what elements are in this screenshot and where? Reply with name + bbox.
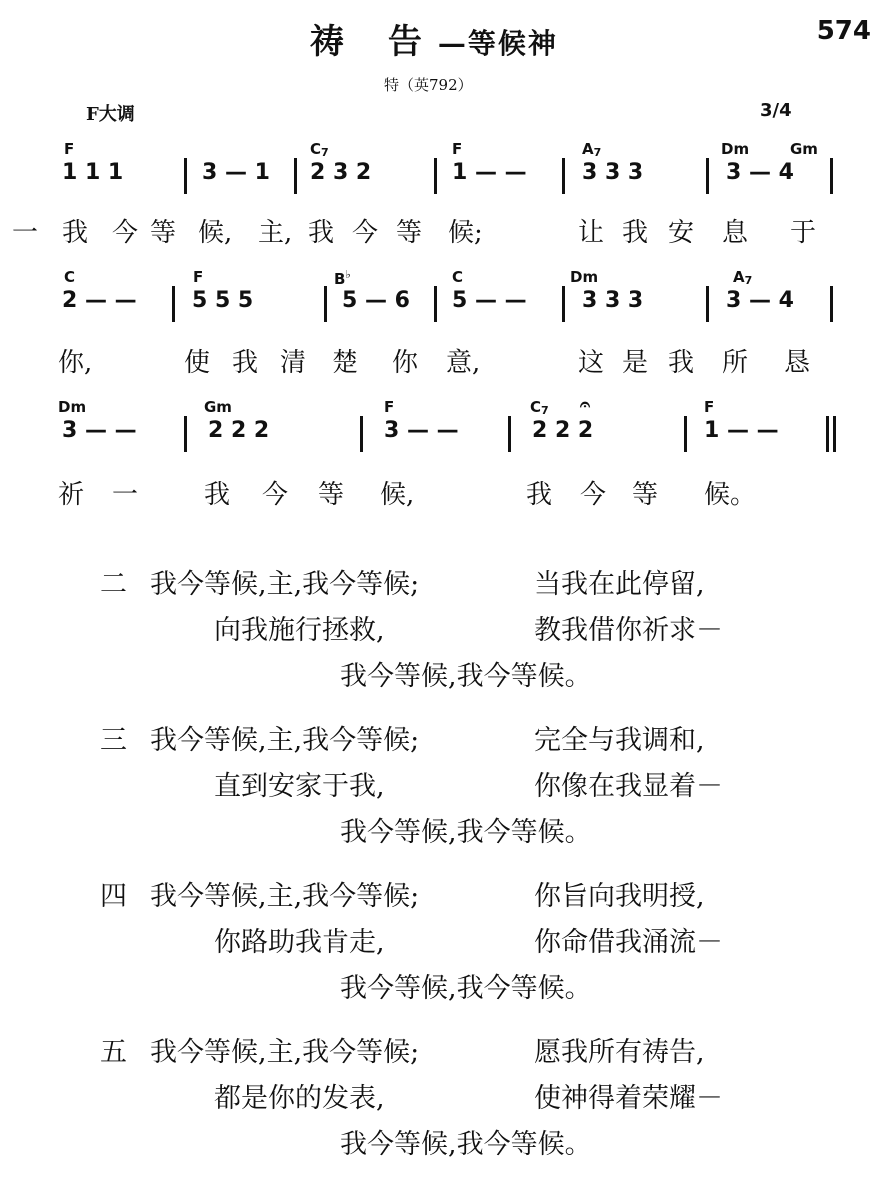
lyric-syllable: 使	[184, 348, 211, 378]
verse-line: 愿我所有祷告,	[534, 1037, 705, 1068]
verse-line: 完全与我调和,	[534, 725, 705, 756]
lyric-syllable: 息	[722, 218, 749, 248]
lyric-syllable: 是	[622, 348, 649, 378]
tune-source: 特（英792）	[384, 76, 473, 94]
bar-line	[508, 416, 511, 452]
lyric-syllable: 我	[308, 218, 335, 248]
measure-notes: 2 2 2	[208, 418, 270, 443]
bar-line	[184, 416, 187, 452]
verse-line: 使神得着荣耀－	[534, 1083, 723, 1114]
hymn-title	[310, 14, 558, 63]
chord-label: F	[452, 140, 463, 158]
lyric-syllable: 我	[622, 218, 649, 248]
lyric-syllable: 楚	[332, 348, 359, 378]
bar-line	[706, 286, 709, 322]
lyric-syllable: 候。	[704, 480, 757, 510]
bar-line	[830, 286, 833, 322]
chord-label: F	[64, 140, 75, 158]
verse-line: 我今等候,我今等候。	[340, 973, 592, 1004]
lyric-syllable: 意,	[446, 348, 481, 378]
lyric-syllable: 祈	[58, 480, 85, 510]
lyric-syllable: 一	[12, 218, 39, 248]
chord-label: C	[64, 268, 76, 286]
measure-notes: 3 — —	[62, 418, 137, 443]
measure-notes: 3 — 1	[202, 160, 270, 185]
verse-line: 你像在我显着－	[534, 771, 723, 802]
verse-line: 我今等候,主,我今等候;	[150, 569, 420, 600]
lyric-syllable: 所	[722, 348, 749, 378]
chord-label: $A_7$	[582, 140, 602, 159]
bar-line	[434, 158, 437, 194]
bar-line	[172, 286, 175, 322]
lyric-syllable: 清	[280, 348, 307, 378]
chord-label: F	[193, 268, 204, 286]
measure-notes: 3 — 4	[726, 160, 794, 185]
measure-notes: 2 — —	[62, 288, 137, 313]
verse-line: 我今等候,主,我今等候;	[150, 881, 420, 912]
bar-line	[562, 158, 565, 194]
verse-line: 我今等候,主,我今等候;	[150, 725, 420, 756]
lyric-syllable: 我	[526, 480, 553, 510]
time-signature: 3/4	[760, 100, 792, 121]
lyric-syllable: 你,	[58, 348, 93, 378]
verse-number: 四	[100, 881, 127, 912]
verse-line: 教我借你祈求－	[534, 615, 723, 646]
verse-line: 我今等候,我今等候。	[340, 817, 592, 848]
lyric-syllable: 一	[112, 480, 139, 510]
measure-notes: 5 5 5	[192, 288, 254, 313]
bar-line	[562, 286, 565, 322]
lyric-syllable: 于	[790, 218, 817, 248]
verse-line: 你旨向我明授,	[534, 881, 705, 912]
verse-number: 五	[100, 1037, 127, 1068]
verse-line: 我今等候,我今等候。	[340, 661, 592, 692]
chord-label: $A_7$	[733, 268, 753, 287]
page-number: 574	[816, 16, 871, 46]
measure-notes: 1 1 1	[62, 160, 124, 185]
chord-label: F	[704, 398, 715, 416]
lyric-syllable: 今	[580, 480, 607, 510]
verse-line: 我今等候,主,我今等候;	[150, 1037, 420, 1068]
lyric-syllable: 候,	[380, 480, 415, 510]
bar-line	[684, 416, 687, 452]
chord-label: $C_7$	[530, 398, 549, 417]
lyric-syllable: 恳	[784, 348, 811, 378]
lyric-syllable: 我	[62, 218, 89, 248]
chord-label: Dm	[58, 398, 87, 416]
fermata-icon: 𝄐	[580, 394, 591, 415]
chord-label: Dm	[721, 140, 750, 158]
measure-notes: 1 — —	[704, 418, 779, 443]
chord-label: $C_7$	[310, 140, 329, 159]
bar-line	[434, 286, 437, 322]
measure-notes: 5 — —	[452, 288, 527, 313]
verse-number: 三	[100, 725, 127, 756]
lyric-syllable: 我	[668, 348, 695, 378]
lyric-syllable: 等	[396, 218, 423, 248]
title-subtitle: —等候神	[437, 27, 558, 60]
lyric-syllable: 等	[318, 480, 345, 510]
verse-line: 我今等候,我今等候。	[340, 1129, 592, 1160]
chord-label: B♭	[334, 268, 351, 288]
bar-line	[360, 416, 363, 452]
measure-notes: 3 — —	[384, 418, 459, 443]
bar-line	[706, 158, 709, 194]
lyric-syllable: 今	[112, 218, 139, 248]
chord-label: Gm	[204, 398, 232, 416]
verse-line: 当我在此停留,	[534, 569, 705, 600]
verse-line: 直到安家于我,	[214, 771, 385, 802]
bar-line	[324, 286, 327, 322]
lyric-syllable: 你	[392, 348, 419, 378]
verse-line: 你路助我肯走,	[214, 927, 385, 958]
verse-line: 向我施行拯救,	[214, 615, 385, 646]
lyric-syllable: 等	[150, 218, 177, 248]
measure-notes: 1 — —	[452, 160, 527, 185]
chord-label: Dm	[570, 268, 599, 286]
title-main: 祷 告	[310, 22, 438, 62]
lyric-syllable: 等	[632, 480, 659, 510]
lyric-syllable: 让	[578, 218, 605, 248]
chord-label: F	[384, 398, 395, 416]
lyric-syllable: 安	[668, 218, 695, 248]
lyric-syllable: 今	[262, 480, 289, 510]
measure-notes: 2 3 2	[310, 160, 372, 185]
lyric-syllable: 主,	[258, 218, 293, 248]
verse-number: 二	[100, 569, 127, 600]
measure-notes: 3 — 4	[726, 288, 794, 313]
lyric-syllable: 候,	[198, 218, 233, 248]
measure-notes: 3 3 3	[582, 288, 644, 313]
lyric-syllable: 今	[352, 218, 379, 248]
lyric-syllable: 这	[578, 348, 605, 378]
bar-line	[184, 158, 187, 194]
measure-notes: 2 2 2	[532, 418, 594, 443]
chord-label: C	[452, 268, 464, 286]
verse-line: 你命借我涌流－	[534, 927, 723, 958]
key-signature: F大调	[86, 104, 135, 125]
final-bar-line	[826, 416, 836, 452]
bar-line	[830, 158, 833, 194]
verse-line: 都是你的发表,	[214, 1083, 385, 1114]
lyric-syllable: 我	[232, 348, 259, 378]
measure-notes: 5 — 6	[342, 288, 410, 313]
lyric-syllable: 我	[204, 480, 231, 510]
measure-notes: 3 3 3	[582, 160, 644, 185]
lyric-syllable: 候;	[448, 218, 483, 248]
chord-label: Gm	[790, 140, 818, 158]
bar-line	[294, 158, 297, 194]
